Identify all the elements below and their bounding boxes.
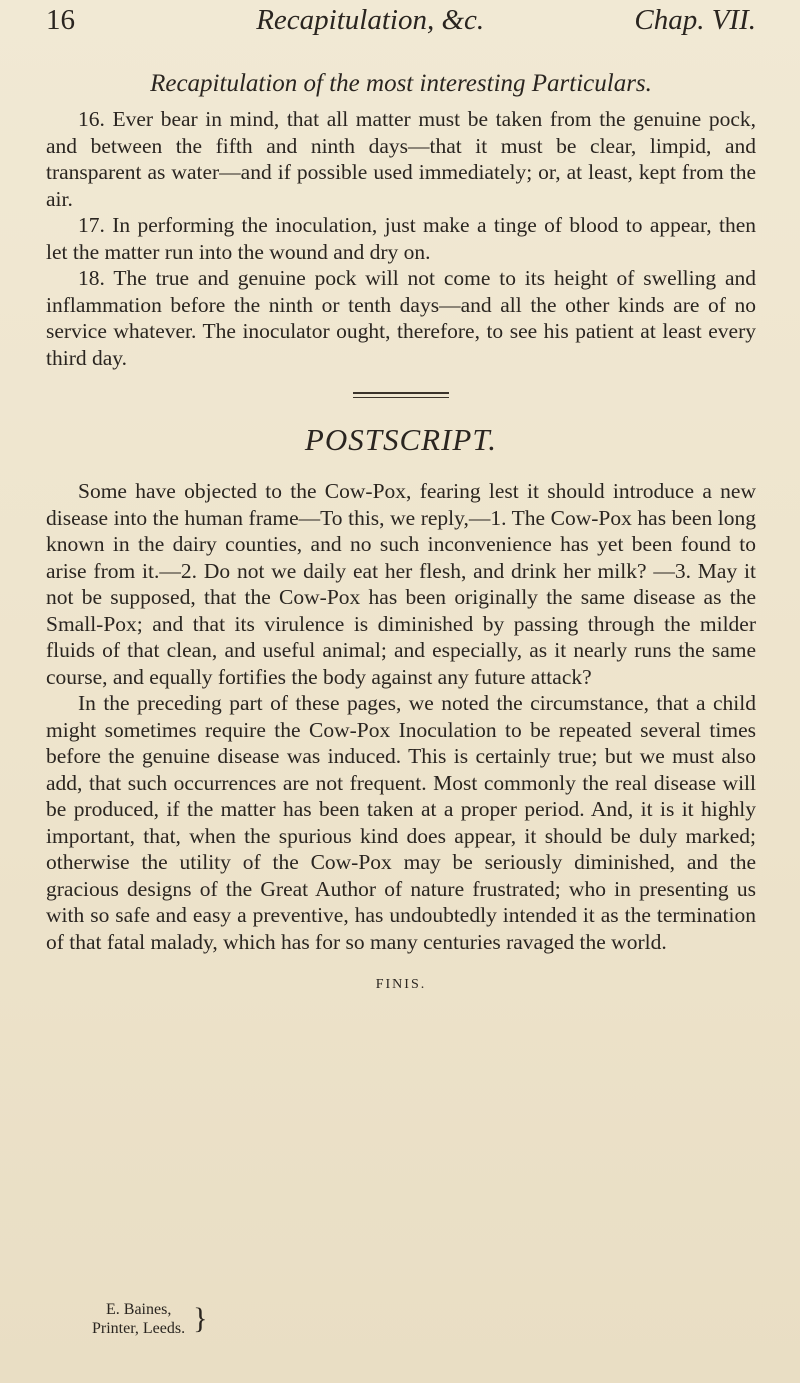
section-title: Recapitulation of the most interesting Particulars. [150,70,652,97]
paragraph-16: 16. Ever bear in mind, that all matter must be taken from the genuine pock, and between the fifth and ninth days—that it must be clear, limpid, and transparent as water—and if possible used immediately; or, at least, kept from the air. [46,107,756,211]
postscript-heading: POSTSCRIPT. [304,422,498,457]
running-title: Recapitulation, &c. [256,4,485,36]
postscript-paragraph: Some have objected to the Cow-Pox, fearing lest it should introduce a new disease into the human frame—To this, we reply,—1. The Cow-Pox has been long known in the dairy counties, and no such inconvenience has yet been found to arise from it.—2. Do not we daily eat her flesh, and drink her milk? —3. May it not be supposed, that the Cow-Pox has been originally the same disease as the Small-Pox; and that its virulence is diminished by passing through the milder fluids of that clean, and useful animal; and especially, as it nearly runs the same course, and equally fortifies the body against any future attack? [46,479,756,689]
printer-imprint [92,1300,208,1338]
paragraph-17: 17. In performing the inoculation, just make a tinge of blood to appear, then let the matter run into the wound and dry on. [46,213,756,264]
page-number: 16 [46,4,75,36]
divider-rule-thin [353,397,449,398]
imprint-line-2: Printer, Leeds. [92,1320,186,1337]
brace-icon: } [193,1302,208,1335]
running-head [46,0,756,46]
postscript-paragraph: In the preceding part of these pages, we noted the circumstance, that a child might sometimes require the Cow-Pox Inoculation to be repeated several times before the genuine disease was induced. This is certainly true; but we must also add, that such occurrences are not frequent. Most commonly the real disease will be produced, if the matter has been taken at a proper period. And, it is it highly important, that, when the spurious kind does appear, it should be duly marked; otherwise the utility of the Cow-Pox may be seriously diminished, and the gracious designs of the Great Author of nature frustrated; who in presenting us with so safe and easy a preventive, has undoubtedly intended it as the termination of that fatal malady, which has for so many centuries ravaged the world. [46,691,756,954]
divider-rule [353,392,449,394]
imprint-line-1: E. Baines, [106,1301,172,1318]
finis: FINIS. [375,977,427,992]
chapter-label: Chap. VII. [634,4,756,36]
paragraph-18: 18. The true and genuine pock will not come to its height of swelling and inflammation before the ninth or tenth days—and all the other kinds are of no service whatever. The inoculator ought, therefore, to see his patient at least every third day. [46,266,756,370]
